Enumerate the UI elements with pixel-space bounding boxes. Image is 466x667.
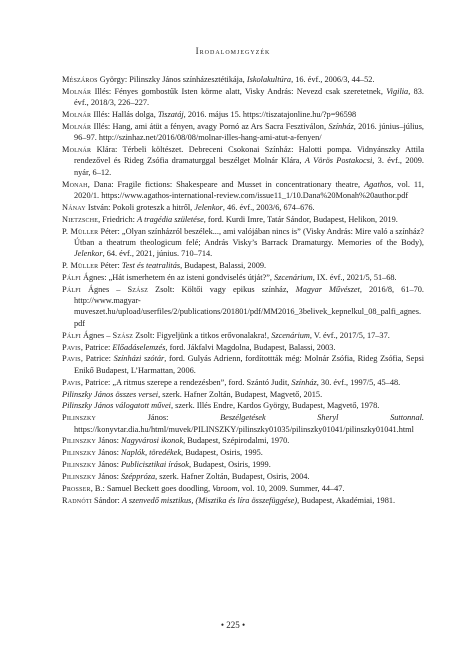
entry-text: Ágnes: „Hát ismerhetem én az isteni gondviselés útját?”,: [80, 272, 275, 282]
entry-text: , 3. évf., 2009. nyár, 6–12.: [74, 156, 424, 177]
bibliography-entry: [62, 179, 424, 202]
bibliography-entry: [62, 202, 424, 213]
entry-text: , ford. Kurdi Imre, Tatár Sándor, Budapest, Helikon, 2019.: [203, 214, 398, 224]
entry-text: Illés: Fényes gombostűk Isten körme alatt, Visky András: Nevezd csak szeretetnek,: [91, 86, 387, 96]
entry-text: , ford. Jákfalvi Magdolna, Budapest, Balassi, 2003.: [165, 342, 336, 352]
author-surname: Radnóti: [62, 495, 92, 505]
bibliography-entry: [62, 121, 424, 144]
author-surname: Nánay: [62, 202, 86, 212]
bibliography-entry: [62, 86, 424, 109]
author-surname: Pilinszky: [62, 460, 97, 470]
bibliography-entry: [62, 435, 424, 446]
entry-text: , szerk. Hafner Zoltán, Budapest, Magvető, 2015.: [158, 389, 323, 399]
entry-text: János:: [96, 460, 121, 470]
page-number: • 225 •: [220, 620, 246, 630]
author-surname: Molnár: [62, 86, 92, 96]
author-surname: Pálfi: [62, 330, 81, 340]
work-title: Varoom: [212, 484, 238, 494]
work-title: Pilinszky János válogatott művei: [62, 401, 171, 411]
author-surname: Pavis: [62, 342, 81, 352]
author-surname: P. Müller: [62, 226, 99, 236]
work-title: Pilinszky János összes versei: [62, 389, 159, 399]
entry-text: Illés: Hang, ami átüt a fényen, avagy Pornó az Ars Sacra Fesztiválon,: [91, 121, 329, 131]
work-title: Iskolakultúra: [246, 75, 292, 84]
entry-text: , Patrice: „A ritmus szerepe a rendezésben”, ford. Szántó Judit,: [80, 377, 292, 387]
bibliography-entry: [62, 226, 424, 260]
author-surname: Nietzsche: [62, 214, 99, 224]
bibliography-list: [62, 74, 424, 507]
bibliography-entry: [62, 272, 424, 283]
entry-text: Ágnes –: [80, 284, 128, 294]
entry-text: , szerk. Hafner Zoltán, Budapest, Osiris, 2004.: [155, 472, 310, 482]
author-surname: P. Müller: [62, 261, 99, 271]
entry-text: , Patrice:: [80, 354, 114, 364]
entry-text: György: Pilinszky János színházesztétikája,: [97, 75, 247, 84]
bibliography-entry: [62, 330, 424, 341]
entry-text: , IX. évf., 2021/5, 51–68.: [312, 272, 397, 282]
work-title: Jelenkor: [194, 202, 223, 212]
entry-text: , 30. évf., 1997/5, 45–48.: [316, 377, 401, 387]
entry-text: , 16. évf., 2006/3, 44–52.: [291, 75, 375, 84]
entry-text: , Dana: Fragile fictions: Shakespeare and Musset in concentrationary theatre,: [87, 179, 365, 189]
work-title: Publicisztikai írások: [120, 460, 189, 470]
author-surname: Pavis: [62, 377, 81, 387]
bibliography-entry: [62, 389, 424, 400]
bibliography-entry: [62, 447, 424, 458]
entry-text: , ford. Gulyás Adrienn, fordítottták még: Molnár Zsófia, Rideg Zsófia, Sepsi Enikő Budapest, L’Harmattan, 2006.: [74, 354, 425, 375]
bibliography-entry: [62, 260, 424, 271]
entry-text: , Budapest, Osiris, 1995.: [181, 448, 263, 458]
work-title: Széppróza: [120, 472, 156, 482]
entry-text: , B.: Samuel Beckett goes doodling,: [90, 484, 213, 494]
author-surname: Molnár: [62, 110, 92, 120]
entry-text: Illés: Hallás dolga,: [91, 110, 158, 120]
entry-text: , 2016/8, 61–70. http://www.magyar-muveszet.hu/upload/userfiles/2/publications/201801/pdf/MM2016_3belivek_kepnelkul_08_palfi_agnes.pdf: [74, 284, 424, 328]
entry-text: , vol. 11, 2020/1. https://www.agathos-international-review.com/issue11_1/10.Dana%20Monah%20author.pdf: [74, 179, 424, 200]
entry-text: https://konyvtar.dia.hu/html/muvek/PILINSZKY/pilinszky01035/pilinszky01041/pilinszky01041.html: [74, 424, 414, 434]
entry-text: János:: [96, 472, 121, 482]
bibliography-entry: [62, 214, 424, 225]
work-title: Vigilia: [386, 86, 409, 96]
work-title: Tiszatáj: [157, 110, 184, 120]
author-surname: Molnár: [62, 121, 92, 131]
entry-text: , Budapest, Akadémiai, 1981.: [297, 495, 396, 505]
author-surname: Pálfi: [62, 284, 81, 294]
running-head: Irodalomjegyzék: [195, 46, 271, 56]
work-title: Szcenárium: [274, 272, 313, 282]
bibliography-entry: [62, 284, 424, 329]
bibliography-entry: [62, 471, 424, 482]
bibliography-entry: [62, 483, 424, 494]
work-title: Színház: [291, 377, 317, 387]
work-title: Beszélgetések Sheryl Suttonnal.: [220, 413, 424, 423]
bibliography-entry: [62, 412, 424, 435]
author-surname: Pilinszky: [62, 448, 97, 458]
entry-text: Sándor:: [91, 495, 122, 505]
entry-text: , Patrice:: [80, 342, 113, 352]
entry-text: István: Pokoli groteszk a hitről,: [85, 202, 195, 212]
bibliography-entry: [62, 353, 424, 376]
entry-text: , 64. évf., 2021, június. 710–714.: [102, 249, 213, 259]
entry-text: Péter:: [98, 261, 122, 271]
entry-text: , vol. 10, 2009. Summer, 44–47.: [237, 484, 345, 494]
author-surname: Pilinszky: [62, 436, 97, 446]
work-title: Színházi szótár: [113, 354, 165, 364]
work-title: Színház: [328, 121, 354, 131]
work-title: Agathos: [364, 179, 392, 189]
bibliography-entry: [62, 400, 424, 411]
entry-text: , Friedrich:: [98, 214, 138, 224]
entry-text: , 2016. május 15. https://tiszatajonline.hu/?p=96598: [183, 110, 357, 120]
entry-text: Klára: Térbeli költészet. Debreceni Csokonai Színház: Halotti pompa. Vidnyánszky Attila rendezővel és Rideg Zsófia dramaturggal beszélget Molnár Klára,: [74, 145, 424, 166]
entry-text: , V. évf., 2017/5, 17–37.: [309, 330, 390, 340]
entry-text: , Budapest, Szépirodalmi, 1970.: [183, 436, 290, 446]
author-surname: Molnár: [62, 145, 92, 155]
author-surname: Pilinszky: [62, 413, 97, 423]
entry-text: János:: [96, 436, 121, 446]
entry-text: , 83. évf., 2018/3, 226–227.: [74, 86, 424, 108]
author-surname: Mészáros: [62, 75, 98, 84]
work-title: Test és teatralitás: [121, 261, 181, 271]
author-surname: Monah: [62, 179, 88, 189]
work-title: Naplók, töredékek: [120, 448, 182, 458]
bibliography-entry: [62, 342, 424, 353]
entry-text: János:: [96, 448, 121, 458]
author-surname: Pálfi: [62, 272, 81, 282]
bibliography-entry: [62, 495, 424, 506]
entry-text: Péter: „Olyan színházról beszélek..., ami valójában nincs is” (Visky András: Mire való a színház? Útban a theatrum theologicum felé; András Visky’s Barrack Dramaturgy. Memories of the Body),: [74, 226, 424, 247]
entry-text: , szerk. Illés Endre, Kardos György, Budapest, Magvető, 1978.: [171, 401, 380, 411]
author-surname: Prosser: [62, 484, 91, 494]
author-surname: Szász: [112, 330, 134, 340]
work-title: Jelenkor: [74, 249, 103, 259]
bibliography-entry: [62, 144, 424, 178]
work-title: A tragédia születése: [137, 214, 204, 224]
bibliography-entry: [62, 109, 424, 120]
work-title: Előadáselemzés: [112, 342, 166, 352]
entry-text: Ágnes –: [80, 330, 113, 340]
work-title: A Vörös Postakocsi: [304, 156, 373, 166]
entry-text: Zsolt: Költői vagy epikus színház,: [148, 284, 296, 294]
bibliography-entry: [62, 377, 424, 388]
work-title: Szcenárium: [271, 330, 310, 340]
author-surname: Pilinszky: [62, 472, 97, 482]
entry-text: , Budapest, Balassi, 2009.: [180, 261, 267, 271]
entry-text: Zsolt: Figyeljünk a titkos erővonalakra!,: [133, 330, 272, 340]
entry-text: , Budapest, Osiris, 1999.: [188, 460, 271, 470]
entry-text: János:: [96, 413, 221, 423]
entry-text: , 2016. június–július, 96–97. http://szinhaz.net/2016/08/08/molnar-illes-hang-ami-atut-a-fenyen/: [74, 121, 425, 143]
bibliography-entry: [62, 459, 424, 470]
bibliography-entry: [62, 74, 424, 85]
work-title: Nagyvárosi ikonok: [120, 436, 184, 446]
work-title: Magyar Művészet: [295, 284, 360, 294]
work-title: A szenvedő misztikus, (Misztika és líra összefüggése): [121, 495, 298, 505]
author-surname: Pavis: [62, 354, 81, 364]
entry-text: , 46. évf., 2003/6, 674–676.: [222, 202, 315, 212]
author-surname: Szász: [127, 284, 149, 294]
